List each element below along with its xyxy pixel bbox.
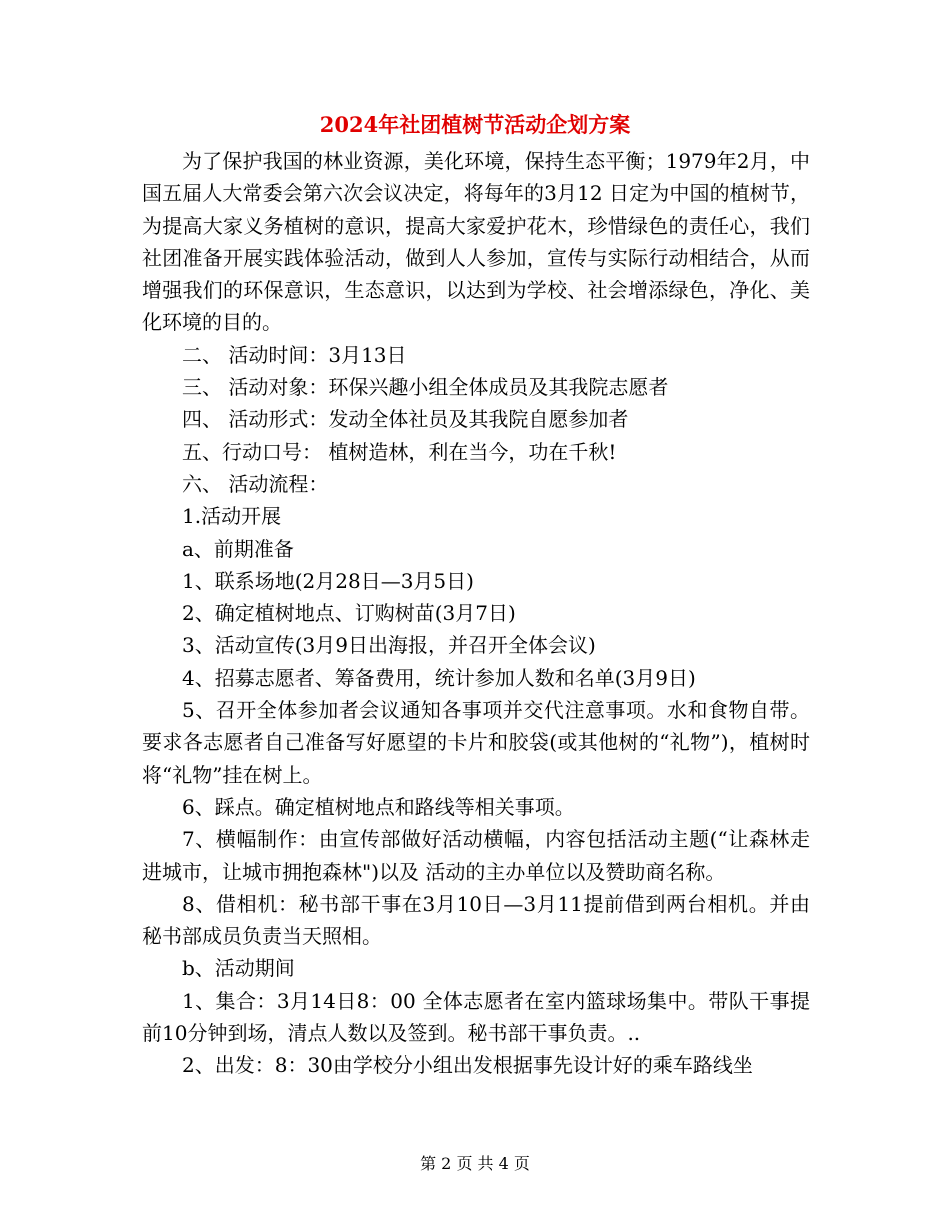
paragraph-activity-time: 二、 活动时间：3月13日 [182,342,407,367]
list-item: 8、借相机：秘书部干事在3月10日—3月11提前借到两台相机。并由秘书部成员负责当天照相。 [142,891,810,949]
paragraph-process-heading: 六、 活动流程： [182,471,329,496]
paragraph-preparation-heading: a、前期准备 [182,536,294,561]
list-item: 2、出发：8：30由学校分小组出发根据事先设计好的乘车路线坐 [182,1053,753,1078]
document-body [142,145,810,1082]
list-item: 7、横幅制作：由宣传部做好活动横幅，内容包括活动主题(“让森林走进城市，让城市拥抱森林")以及 活动的主办单位以及赞助商名称。 [142,827,810,884]
list-item: 6、踩点。确定植树地点和路线等相关事项。 [182,794,575,819]
list-item: 3、活动宣传(3月9日出海报，并召开全体会议) [182,633,596,658]
page-number-footer: 第 2 页 共 4 页 [420,1154,530,1173]
paragraph-activity-form: 四、 活动形式：发动全体社员及其我院自愿参加者 [182,407,629,432]
list-item: 4、招募志愿者、筹备费用，统计参加人数和名单(3月9日) [182,665,696,690]
document-title: 2024年社团植树节活动企划方案 [319,112,631,137]
list-item: 5、召开全体参加者会议通知各事项并交代注意事项。水和食物自带。要求各志愿者自己准备写好愿望的卡片和胶袋(或其他树的“礼物”)，植树时将“礼物”挂在树上。 [142,698,810,787]
paragraph-intro: 为了保护我国的林业资源，美化环境，保持生态平衡；1979年2月，中国五届人大常委会第六次会议决定，将每年的3月12 日定为中国的植树节，为提高大家义务植树的意识，提高大家爱护花木，珍惜绿色的责任心，我们社团准备开展实践体验活动，做到人人参加，宣传与实际行动相结合，从而增强我们的环保意识，生态意识，以达到为学校、社会增添绿色，净化、美化环境的目的。 [142,149,810,335]
paragraph-slogan: 五、行动口号： 植树造林，利在当今，功在千秋! [182,439,617,464]
list-item: 1、集合：3月14日8：00 全体志愿者在室内篮球场集中。带队干事提前10分钟到场，清点人数以及签到。秘书部干事负责。.. [142,988,810,1046]
paragraph-during-heading: b、活动期间 [182,956,295,981]
paragraph-activity-target: 三、 活动对象：环保兴趣小组全体成员及其我院志愿者 [182,375,669,400]
list-item: 2、确定植树地点、订购树苗(3月7日) [182,601,516,626]
list-item: 1、联系场地(2月28日—3月5日) [182,568,474,593]
paragraph-launch-heading: 1.活动开展 [182,504,282,529]
